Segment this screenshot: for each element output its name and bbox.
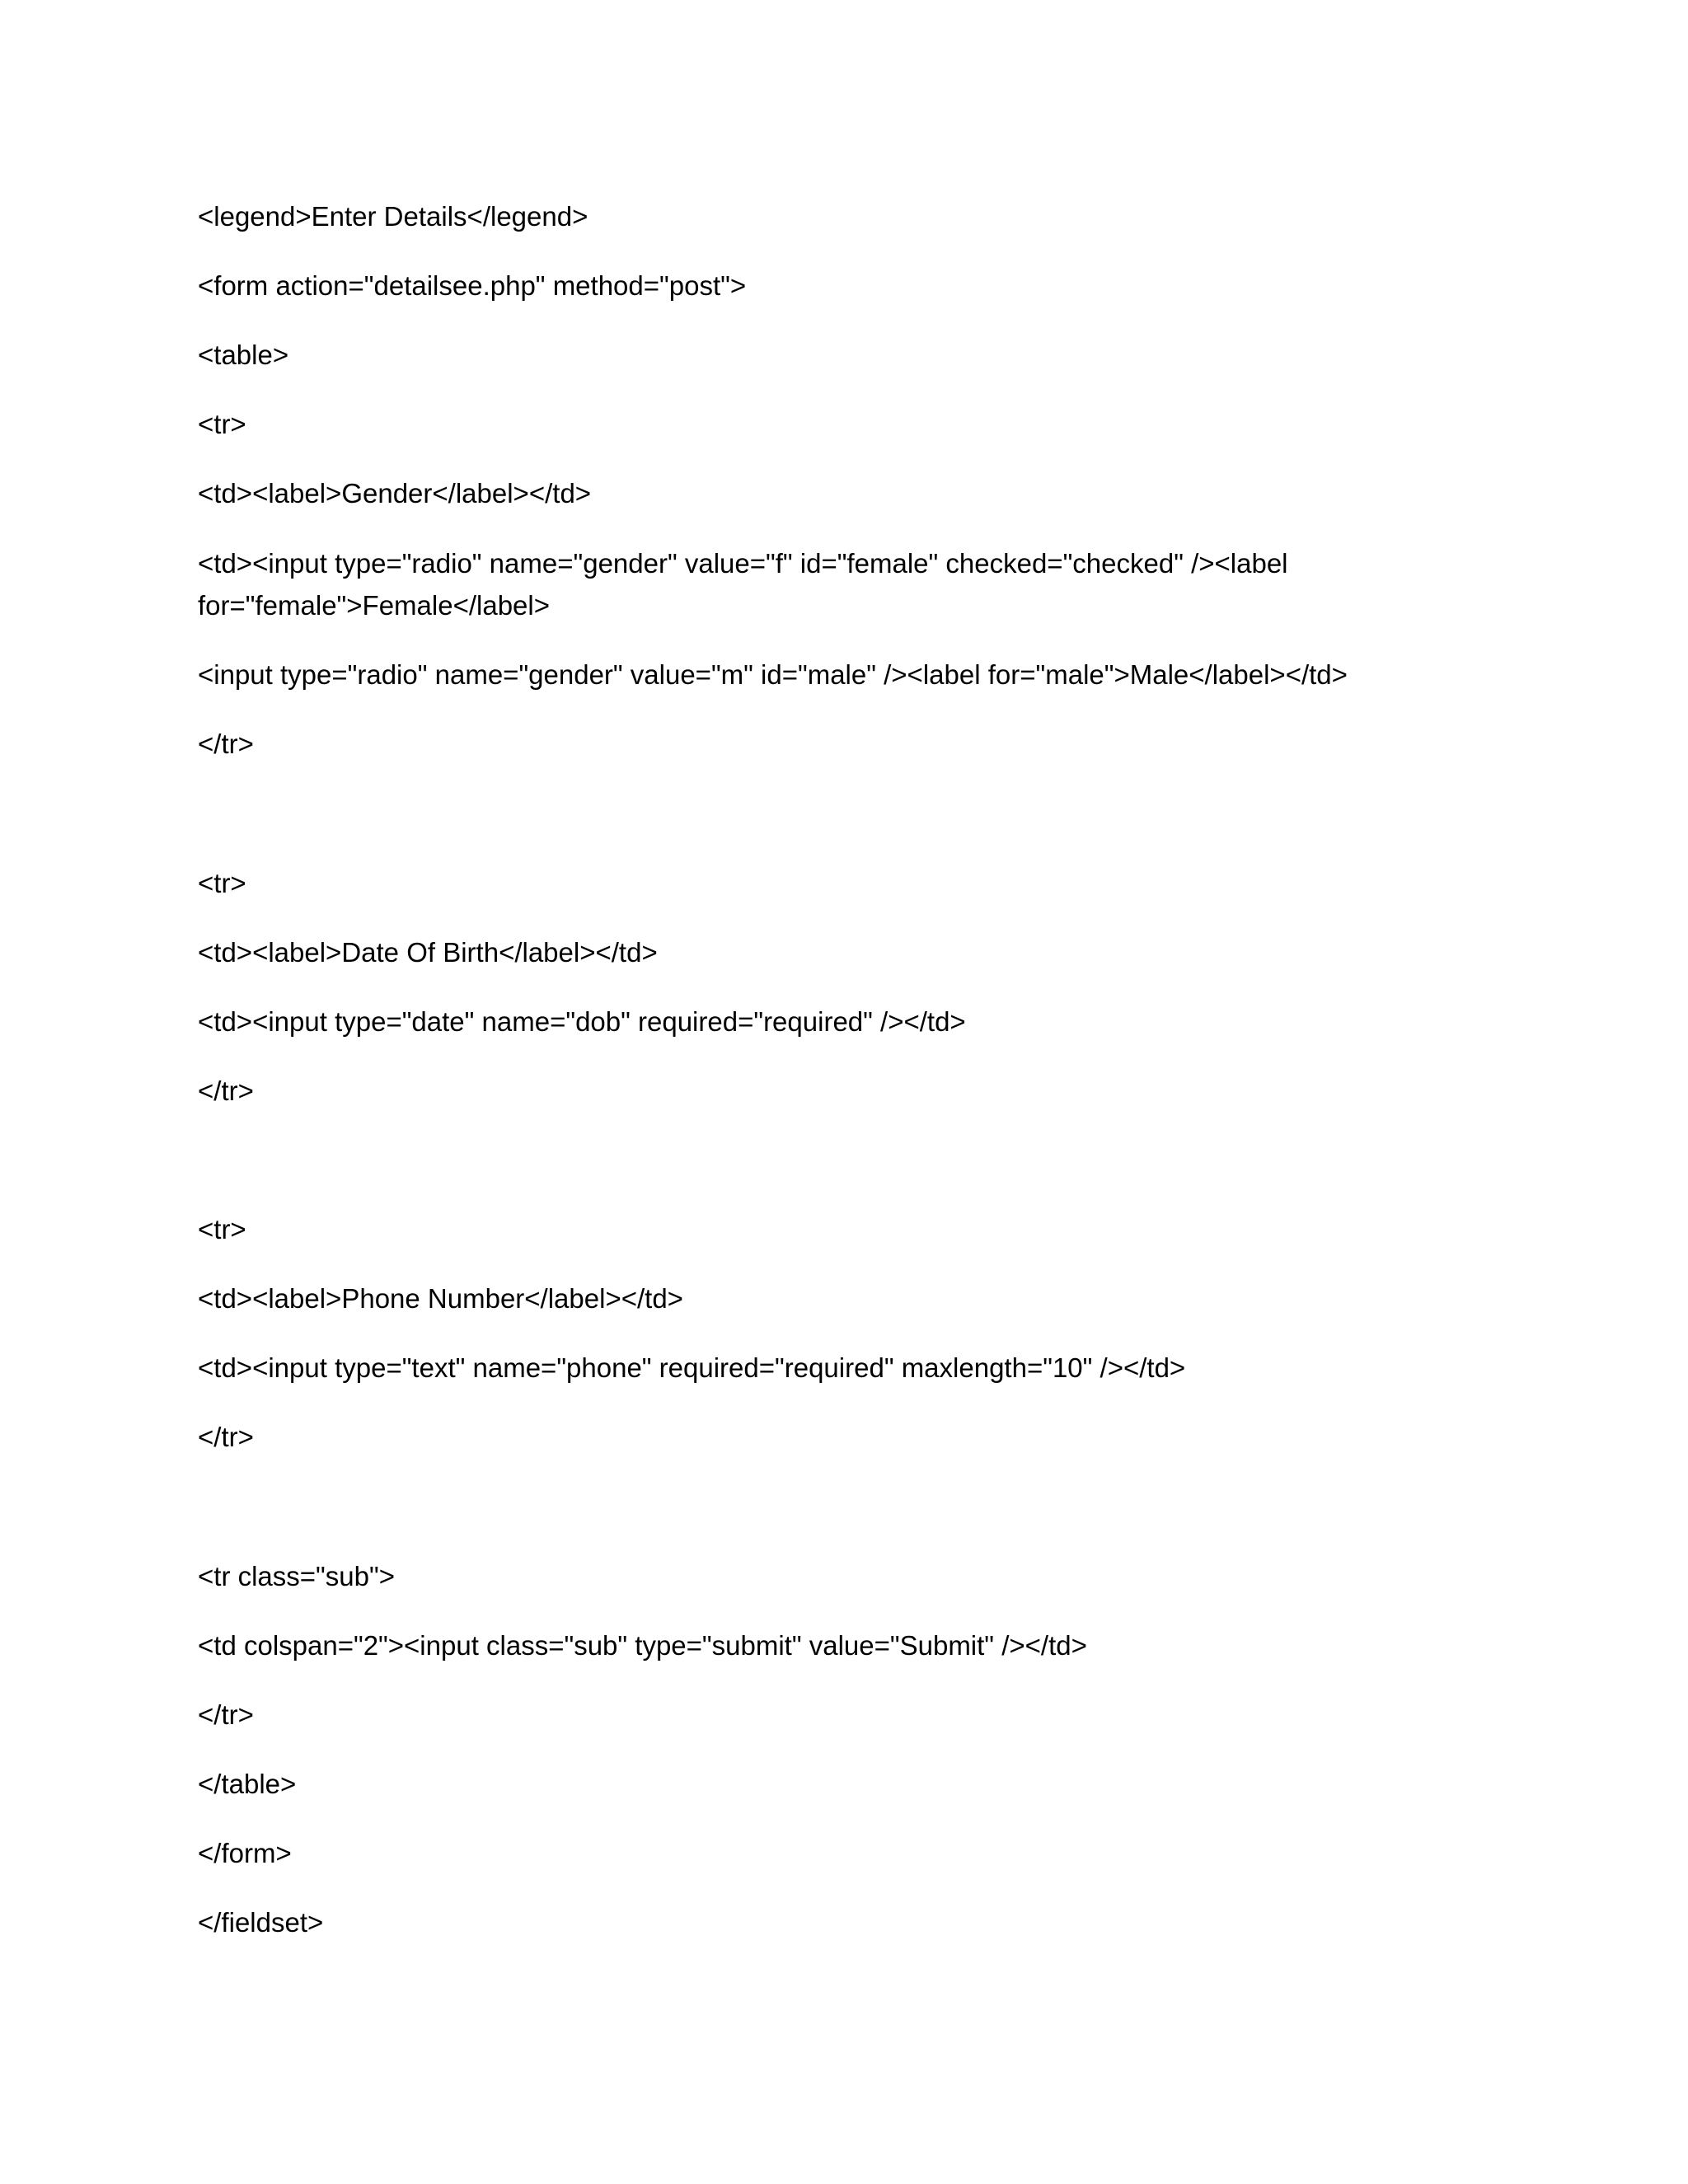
- code-line: </table>: [198, 1769, 297, 1799]
- code-line: <tr>: [198, 868, 246, 898]
- code-line: </fieldset>: [198, 1907, 324, 1938]
- code-line: <td><label>Gender</label></td>: [198, 478, 592, 509]
- code-line: <td><input type="radio" name="gender" value="f" id="female" checked="checked" /><label: [198, 548, 1288, 579]
- code-line: <form action="detailsee.php" method="post">: [198, 270, 747, 301]
- code-line: <legend>Enter Details</legend>: [198, 201, 588, 232]
- code-line: <input type="radio" name="gender" value="m" id="male" /><label for="male">Male</label></td>: [198, 659, 1348, 690]
- code-line: <td><input type="date" name="dob" required="required" /></td>: [198, 1006, 966, 1037]
- code-line: <tr class="sub">: [198, 1561, 395, 1591]
- code-line: <td colspan="2"><input class="sub" type="submit" value="Submit" /></td>: [198, 1630, 1087, 1661]
- code-line: </tr>: [198, 1422, 254, 1452]
- code-line: <td><label>Phone Number</label></td>: [198, 1283, 683, 1314]
- code-line: <td><input type="text" name="phone" required="required" maxlength="10" /></td>: [198, 1352, 1186, 1383]
- code-line: <table>: [198, 340, 289, 370]
- code-line: for="female">Female</label>: [198, 590, 551, 621]
- code-line: </form>: [198, 1838, 292, 1868]
- code-line: </tr>: [198, 1699, 254, 1730]
- code-line: <tr>: [198, 409, 246, 439]
- code-line: </tr>: [198, 729, 254, 759]
- code-line: <td><label>Date Of Birth</label></td>: [198, 937, 658, 968]
- code-line: </tr>: [198, 1076, 254, 1106]
- code-line: <tr>: [198, 1214, 246, 1244]
